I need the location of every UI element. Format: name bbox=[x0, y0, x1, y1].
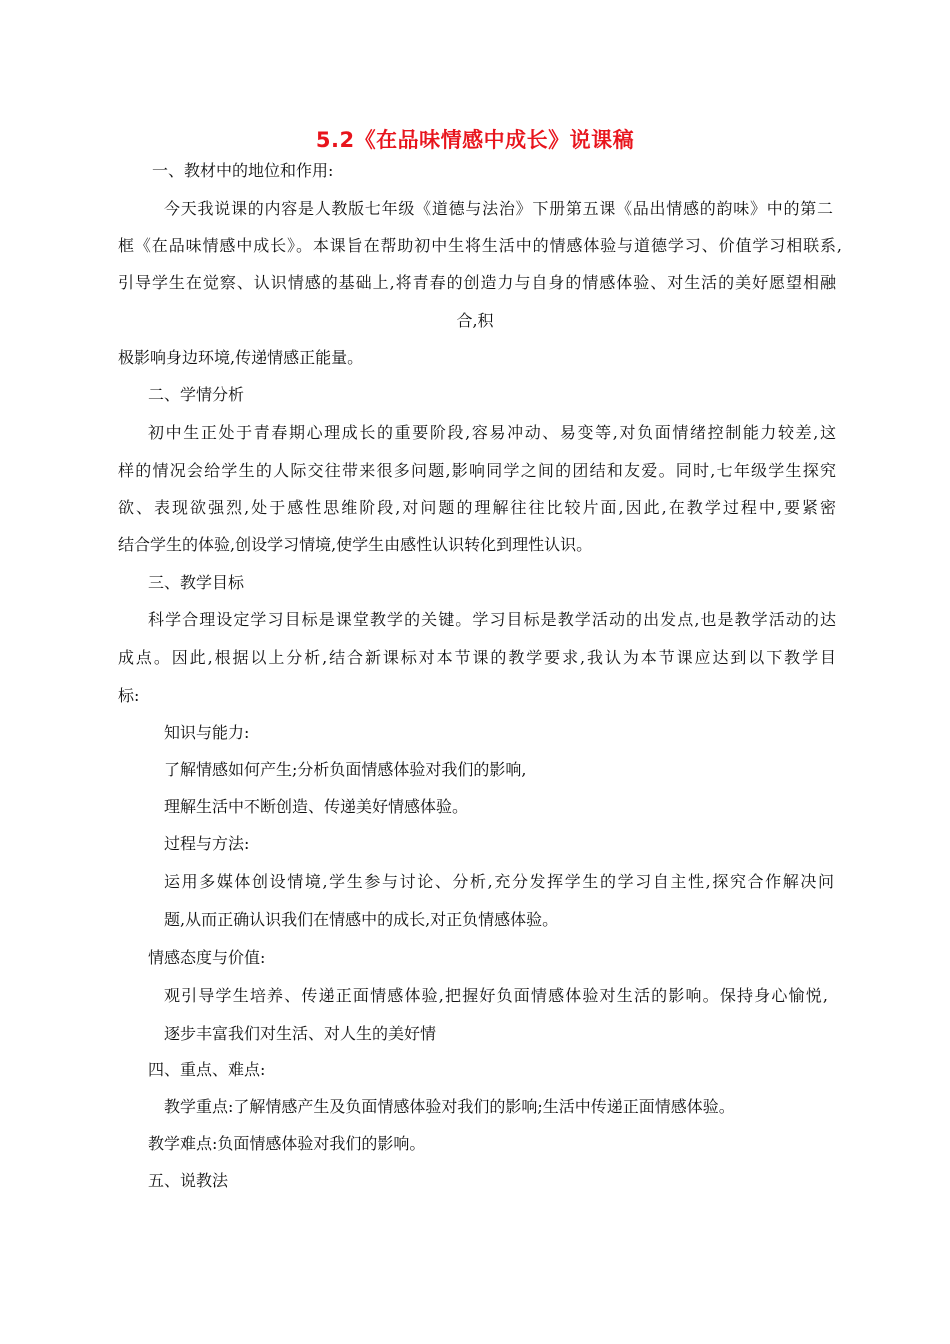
paragraph-line: 了解情感如何产生;分析负面情感体验对我们的影响, bbox=[164, 760, 527, 779]
document-title: 5.2《在品味情感中成长》说课稿 bbox=[315, 128, 635, 152]
paragraph-line: 今天我说课的内容是人教版七年级《道德与法治》下册第五课《品出情感的韵味》中的第二 bbox=[164, 199, 833, 218]
paragraph-line: 教学难点:负面情感体验对我们的影响。 bbox=[148, 1134, 426, 1153]
paragraph-line: 框《在品味情感中成长》。本课旨在帮助初中生将生活中的情感体验与道德学习、价值学习相联系, bbox=[118, 236, 842, 255]
paragraph-line: 观引导学生培养、传递正面情感体验,把握好负面情感体验对生活的影响。保持身心愉悦, bbox=[164, 986, 828, 1005]
section-heading: 三、教学目标 bbox=[148, 573, 245, 592]
paragraph-line: 逐步丰富我们对生活、对人生的美好情 bbox=[164, 1024, 437, 1043]
paragraph-line: 教学重点:了解情感产生及负面情感体验对我们的影响;生活中传递正面情感体验。 bbox=[164, 1097, 735, 1116]
section-heading: 五、说教法 bbox=[148, 1171, 229, 1190]
paragraph-line: 科学合理设定学习目标是课堂教学的关键。学习目标是教学活动的出发点,也是教学活动的达 bbox=[148, 610, 836, 629]
subsection-heading: 知识与能力: bbox=[164, 723, 250, 742]
paragraph-line: 理解生活中不断创造、传递美好情感体验。 bbox=[164, 797, 469, 816]
paragraph-line: 合,积 bbox=[456, 311, 494, 330]
paragraph-line: 运用多媒体创设情境,学生参与讨论、分析,充分发挥学生的学习自主性,探究合作解决问 bbox=[164, 872, 834, 891]
subsection-heading: 过程与方法: bbox=[164, 834, 250, 853]
paragraph-line: 极影响身边环境,传递情感正能量。 bbox=[118, 348, 364, 367]
section-heading: 二、学情分析 bbox=[148, 385, 245, 404]
paragraph-line: 结合学生的体验,创设学习情境,使学生由感性认识转化到理性认识。 bbox=[118, 535, 593, 554]
paragraph-line: 引导学生在觉察、认识情感的基础上,将青春的创造力与自身的情感体验、对生活的美好愿望相融 bbox=[118, 273, 836, 292]
paragraph-line: 初中生正处于青春期心理成长的重要阶段,容易冲动、易变等,对负面情绪控制能力较差,这 bbox=[148, 423, 836, 442]
section-heading: 一、教材中的地位和作用: bbox=[152, 161, 334, 180]
paragraph-line: 样的情况会给学生的人际交往带来很多问题,影响同学之间的团结和友爱。同时,七年级学生探究 bbox=[118, 461, 836, 480]
paragraph-line: 题,从而正确认识我们在情感中的成长,对正负情感体验。 bbox=[164, 910, 559, 929]
paragraph-line: 成点。因此,根据以上分析,结合新课标对本节课的教学要求,我认为本节课应达到以下教学目 bbox=[118, 648, 836, 667]
subsection-heading: 情感态度与价值: bbox=[148, 948, 266, 967]
paragraph-line: 标: bbox=[118, 686, 140, 705]
section-heading: 四、重点、难点: bbox=[148, 1060, 266, 1079]
paragraph-line: 欲、表现欲强烈,处于感性思维阶段,对问题的理解往往比较片面,因此,在教学过程中,要紧密 bbox=[118, 498, 836, 517]
